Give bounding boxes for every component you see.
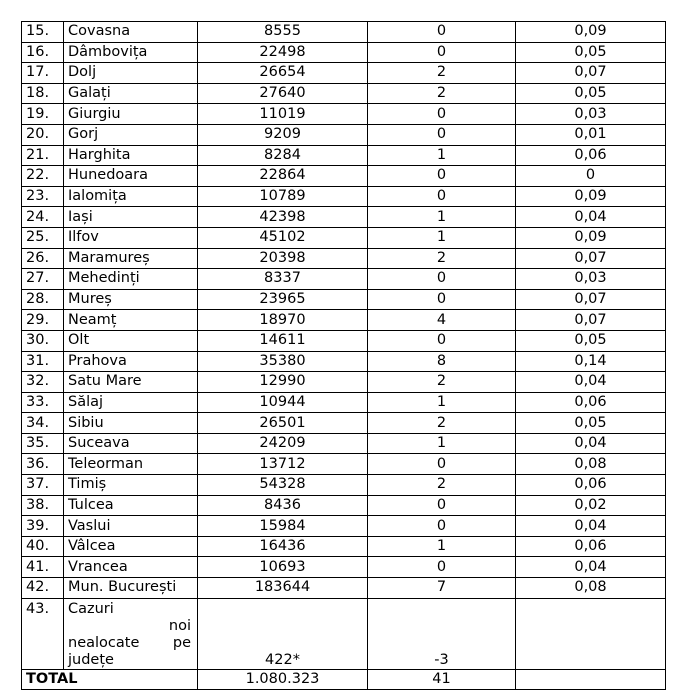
row-number: 24. — [22, 207, 64, 228]
county-rate: 0,04 — [516, 516, 666, 537]
row-number: 23. — [22, 186, 64, 207]
unallocated-label-line1 — [68, 601, 191, 618]
row-number: 16. — [22, 42, 64, 63]
total-label: TOTAL — [22, 669, 198, 689]
table-body — [22, 22, 666, 690]
row-number: 36. — [22, 454, 64, 475]
county-cases: 20398 — [198, 248, 368, 269]
county-new-cases: 4 — [368, 310, 516, 331]
row-number: 37. — [22, 475, 64, 496]
county-name: Galați — [64, 83, 198, 104]
county-new-cases: 2 — [368, 475, 516, 496]
county-rate: 0,14 — [516, 351, 666, 372]
county-new-cases: 1 — [368, 536, 516, 557]
county-new-cases: 1 — [368, 433, 516, 454]
county-cases: 12990 — [198, 372, 368, 393]
table-row — [22, 166, 666, 187]
county-cases: 11019 — [198, 104, 368, 125]
row-number: 29. — [22, 310, 64, 331]
row-number: 20. — [22, 124, 64, 145]
county-new-cases: 2 — [368, 63, 516, 84]
county-rate: 0,04 — [516, 557, 666, 578]
county-cases: 27640 — [198, 83, 368, 104]
row-number: 15. — [22, 22, 64, 43]
table-row — [22, 145, 666, 166]
total-new: 41 — [368, 669, 516, 689]
county-rate: 0,09 — [516, 186, 666, 207]
county-cases: 26501 — [198, 413, 368, 434]
table-row — [22, 351, 666, 372]
unallocated-cases: 422* — [198, 598, 368, 669]
unallocated-word-nealocate: nealocate — [68, 634, 140, 651]
county-name: Dolj — [64, 63, 198, 84]
county-name: Suceava — [64, 433, 198, 454]
county-rate: 0,03 — [516, 104, 666, 125]
unallocated-label-line4 — [68, 652, 191, 669]
county-cases: 8337 — [198, 269, 368, 290]
county-new-cases: 0 — [368, 495, 516, 516]
county-new-cases: 0 — [368, 557, 516, 578]
county-new-cases: 1 — [368, 227, 516, 248]
county-name: Satu Mare — [64, 372, 198, 393]
county-new-cases: 1 — [368, 392, 516, 413]
county-rate: 0,07 — [516, 248, 666, 269]
county-rate: 0,06 — [516, 145, 666, 166]
county-new-cases: 2 — [368, 248, 516, 269]
county-rate: 0,07 — [516, 289, 666, 310]
county-cases: 18970 — [198, 310, 368, 331]
county-rate: 0,07 — [516, 63, 666, 84]
county-rate: 0 — [516, 166, 666, 187]
county-cases: 54328 — [198, 475, 368, 496]
unallocated-label-line2 — [68, 618, 191, 635]
total-cases: 1.080.323 — [198, 669, 368, 689]
table-row — [22, 495, 666, 516]
county-cases: 10693 — [198, 557, 368, 578]
row-number: 30. — [22, 330, 64, 351]
table-row — [22, 557, 666, 578]
county-new-cases: 0 — [368, 330, 516, 351]
table-row — [22, 516, 666, 537]
county-new-cases: 0 — [368, 42, 516, 63]
county-cases: 9209 — [198, 124, 368, 145]
unallocated-new: -3 — [368, 598, 516, 669]
unallocated-word-judete: județe — [68, 651, 114, 668]
county-rate: 0,04 — [516, 207, 666, 228]
county-name: Teleorman — [64, 454, 198, 475]
county-name: Prahova — [64, 351, 198, 372]
county-new-cases: 2 — [368, 372, 516, 393]
county-rate: 0,03 — [516, 269, 666, 290]
table-row — [22, 186, 666, 207]
county-new-cases: 2 — [368, 83, 516, 104]
county-cases: 16436 — [198, 536, 368, 557]
table-row — [22, 475, 666, 496]
county-cases: 24209 — [198, 433, 368, 454]
table-row — [22, 536, 666, 557]
county-name: Vaslui — [64, 516, 198, 537]
county-name: Iași — [64, 207, 198, 228]
county-name: Gorj — [64, 124, 198, 145]
county-name: Tulcea — [64, 495, 198, 516]
table-row — [22, 104, 666, 125]
table-row — [22, 392, 666, 413]
county-rate: 0,04 — [516, 372, 666, 393]
county-rate: 0,09 — [516, 227, 666, 248]
county-name: Timiș — [64, 475, 198, 496]
table-row — [22, 42, 666, 63]
county-cases-table — [21, 21, 666, 690]
county-cases: 10789 — [198, 186, 368, 207]
county-new-cases: 7 — [368, 578, 516, 599]
county-new-cases: 8 — [368, 351, 516, 372]
county-new-cases: 1 — [368, 145, 516, 166]
county-name: Olt — [64, 330, 198, 351]
county-cases: 10944 — [198, 392, 368, 413]
unallocated-rate — [516, 598, 666, 669]
county-rate: 0,05 — [516, 83, 666, 104]
county-rate: 0,06 — [516, 475, 666, 496]
county-name: Harghita — [64, 145, 198, 166]
county-name: Hunedoara — [64, 166, 198, 187]
table-row — [22, 372, 666, 393]
table-row — [22, 289, 666, 310]
county-cases: 22498 — [198, 42, 368, 63]
table-row-unallocated — [22, 598, 666, 669]
row-number: 35. — [22, 433, 64, 454]
county-name: Maramureș — [64, 248, 198, 269]
county-name: Neamț — [64, 310, 198, 331]
total-rate — [516, 669, 666, 689]
row-number: 38. — [22, 495, 64, 516]
unallocated-label-line3 — [68, 635, 191, 652]
county-rate: 0,06 — [516, 392, 666, 413]
county-name: Sălaj — [64, 392, 198, 413]
county-cases: 42398 — [198, 207, 368, 228]
table-row — [22, 413, 666, 434]
unallocated-label — [64, 598, 198, 669]
row-number: 25. — [22, 227, 64, 248]
county-name: Ialomița — [64, 186, 198, 207]
county-rate: 0,02 — [516, 495, 666, 516]
row-number: 19. — [22, 104, 64, 125]
county-cases: 45102 — [198, 227, 368, 248]
county-new-cases: 0 — [368, 124, 516, 145]
county-rate: 0,08 — [516, 454, 666, 475]
county-new-cases: 0 — [368, 186, 516, 207]
county-rate: 0,07 — [516, 310, 666, 331]
county-rate: 0,08 — [516, 578, 666, 599]
county-rate: 0,09 — [516, 22, 666, 43]
row-number: 42. — [22, 578, 64, 599]
county-new-cases: 0 — [368, 269, 516, 290]
county-rate: 0,05 — [516, 42, 666, 63]
row-number: 31. — [22, 351, 64, 372]
county-cases: 35380 — [198, 351, 368, 372]
county-new-cases: 2 — [368, 413, 516, 434]
county-new-cases: 0 — [368, 516, 516, 537]
county-cases: 15984 — [198, 516, 368, 537]
county-name: Ilfov — [64, 227, 198, 248]
county-cases: 8555 — [198, 22, 368, 43]
table-row — [22, 454, 666, 475]
county-cases: 183644 — [198, 578, 368, 599]
row-number: 41. — [22, 557, 64, 578]
row-number: 18. — [22, 83, 64, 104]
county-cases: 23965 — [198, 289, 368, 310]
county-new-cases: 0 — [368, 454, 516, 475]
county-new-cases: 0 — [368, 22, 516, 43]
county-cases: 26654 — [198, 63, 368, 84]
table-row — [22, 207, 666, 228]
unallocated-word-pe: pe — [172, 634, 191, 651]
table-row — [22, 310, 666, 331]
county-name: Mun. București — [64, 578, 198, 599]
row-number: 17. — [22, 63, 64, 84]
table-row — [22, 330, 666, 351]
unallocated-word-cazuri: Cazuri — [68, 600, 114, 617]
county-rate: 0,01 — [516, 124, 666, 145]
row-number: 32. — [22, 372, 64, 393]
row-number: 34. — [22, 413, 64, 434]
county-name: Mureș — [64, 289, 198, 310]
table-row-total — [22, 669, 666, 689]
county-cases: 22864 — [198, 166, 368, 187]
county-name: Covasna — [64, 22, 198, 43]
row-number: 27. — [22, 269, 64, 290]
county-name: Dâmbovița — [64, 42, 198, 63]
county-name: Giurgiu — [64, 104, 198, 125]
county-new-cases: 0 — [368, 289, 516, 310]
table-row — [22, 124, 666, 145]
row-number: 21. — [22, 145, 64, 166]
county-rate: 0,05 — [516, 330, 666, 351]
row-number: 39. — [22, 516, 64, 537]
row-number: 26. — [22, 248, 64, 269]
county-new-cases: 1 — [368, 207, 516, 228]
county-rate: 0,06 — [516, 536, 666, 557]
table-row — [22, 227, 666, 248]
county-new-cases: 0 — [368, 104, 516, 125]
county-new-cases: 0 — [368, 166, 516, 187]
county-cases: 8436 — [198, 495, 368, 516]
table-row — [22, 269, 666, 290]
row-number: 33. — [22, 392, 64, 413]
row-number: 43. — [22, 598, 64, 669]
table-row — [22, 63, 666, 84]
county-rate: 0,05 — [516, 413, 666, 434]
county-cases: 8284 — [198, 145, 368, 166]
county-name: Sibiu — [64, 413, 198, 434]
row-number: 28. — [22, 289, 64, 310]
row-number: 22. — [22, 166, 64, 187]
county-name: Vrancea — [64, 557, 198, 578]
county-name: Vâlcea — [64, 536, 198, 557]
table-row — [22, 248, 666, 269]
row-number: 40. — [22, 536, 64, 557]
county-name: Mehedinți — [64, 269, 198, 290]
table-row — [22, 433, 666, 454]
county-rate: 0,04 — [516, 433, 666, 454]
table-row — [22, 83, 666, 104]
table-row — [22, 22, 666, 43]
unallocated-word-noi: noi — [168, 617, 191, 634]
county-cases: 14611 — [198, 330, 368, 351]
table-row — [22, 578, 666, 599]
county-cases: 13712 — [198, 454, 368, 475]
